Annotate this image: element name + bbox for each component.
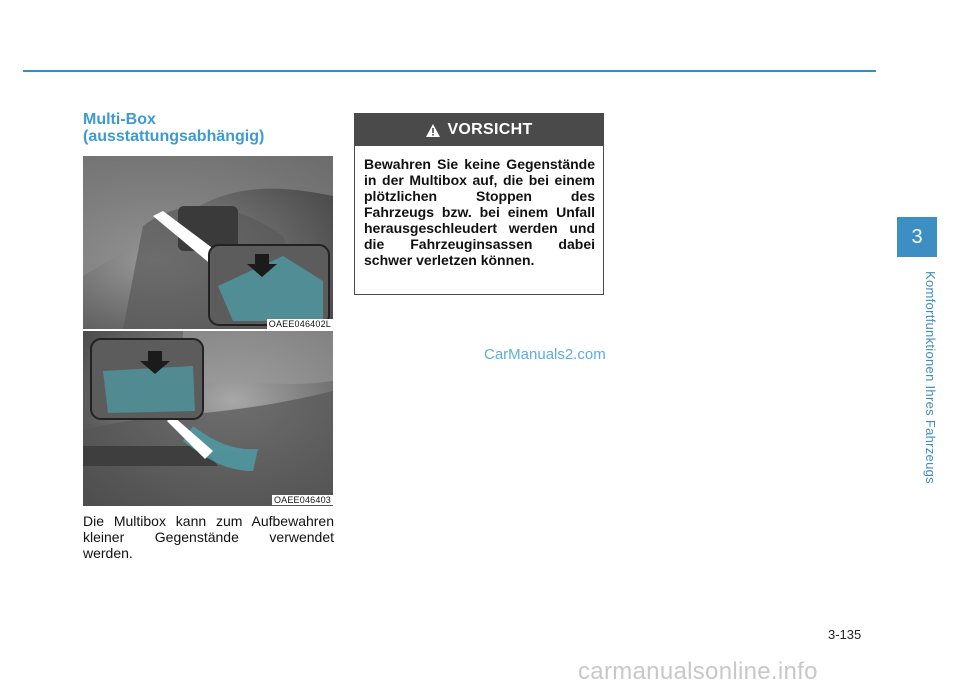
chapter-title: Komfortfunktionen Ihres Fahrzeugs xyxy=(923,270,938,484)
multibox-illustration-2 xyxy=(83,331,333,506)
multibox-photo-1 xyxy=(83,156,333,329)
top-rule xyxy=(23,70,876,72)
watermark[interactable]: CarManuals2.com xyxy=(484,346,606,363)
caution-box xyxy=(354,113,604,295)
warning-icon xyxy=(425,123,441,138)
chapter-tab: 3 xyxy=(897,217,937,257)
section-title-line2: (ausstattungsabhängig) xyxy=(83,128,265,145)
caution-text: Bewahren Sie keine Gegenstände in der Multibox auf, die bei einem plötzlichen Stoppen des Fahrzeugs bzw. bei einem Unfall herausgeschleudert werden und die Fahrzeuginsassen dabei schwer verletzen können. xyxy=(364,156,595,268)
multibox-illustration-1 xyxy=(83,156,333,329)
image-code-1: OAEE046402L xyxy=(268,319,331,329)
image-code-2: OAEE046403 xyxy=(273,495,331,505)
caution-header xyxy=(355,114,603,146)
page-number: 3-135 xyxy=(828,627,862,642)
section-title xyxy=(83,111,343,145)
multibox-photo-2 xyxy=(83,331,333,506)
body-text: Die Multibox kann zum Aufbewahren kleiner Gegenstände verwendet werden. xyxy=(83,513,334,561)
section-title-line1: Multi-Box xyxy=(83,111,156,128)
footer-watermark[interactable]: carmanualsonline.info xyxy=(578,658,818,685)
caution-title: VORSICHT xyxy=(447,121,533,138)
